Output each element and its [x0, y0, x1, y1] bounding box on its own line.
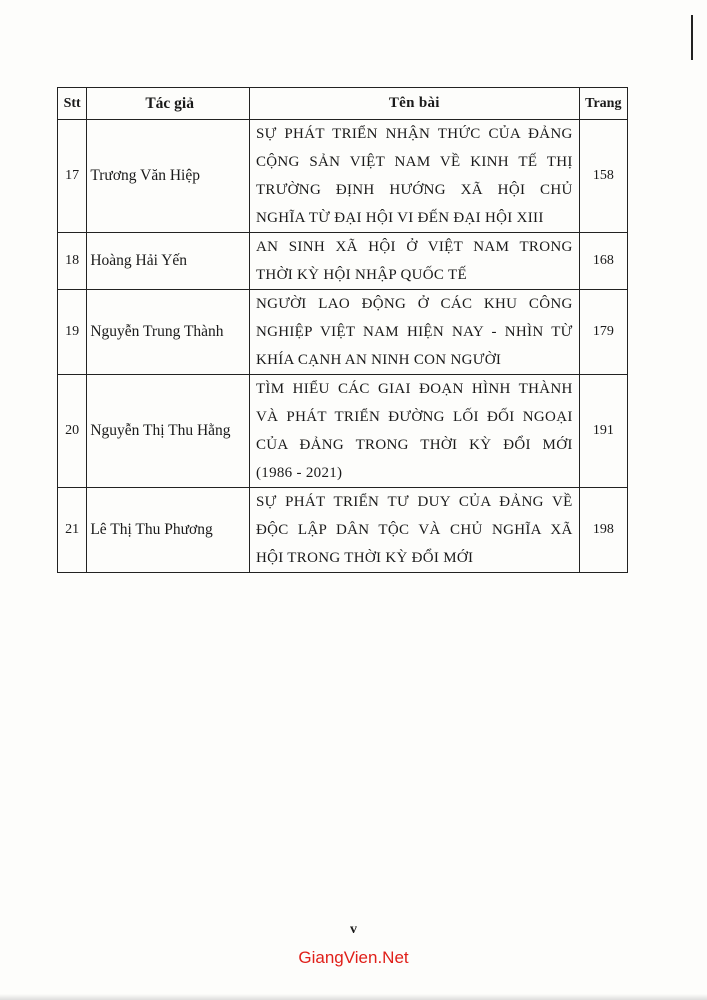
- title-line: ĐỘC LẬP DÂN TỘC VÀ CHỦ NGHĨA XÃ: [255, 522, 573, 538]
- title-line: AN SINH XÃ HỘI Ở VIỆT NAM TRONG: [255, 239, 573, 255]
- row-author: Nguyễn Trung Thành: [87, 290, 250, 375]
- title-line: NGHIỆP VIỆT NAM HIỆN NAY - NHÌN TỪ: [255, 324, 573, 340]
- row-author: Lê Thị Thu Phương: [87, 488, 250, 573]
- row-page: 198: [579, 488, 627, 573]
- page-number: v: [350, 922, 357, 937]
- title-line: CỘNG SẢN VIỆT NAM VỀ KINH TẾ THỊ: [255, 154, 573, 170]
- watermark: GiangVien.Net: [298, 948, 409, 967]
- title-line: THỜI KỲ HỘI NHẬP QUỐC TẾ: [255, 267, 467, 283]
- row-page: 191: [579, 375, 627, 488]
- title-line: HỘI TRONG THỜI KỲ ĐỔI MỚI: [255, 550, 474, 566]
- row-author: Trương Văn Hiệp: [87, 120, 250, 233]
- table-row: [58, 233, 628, 290]
- contents-table: [57, 87, 628, 573]
- table-header-row: [58, 88, 628, 120]
- scan-edge-mark: [691, 15, 693, 60]
- title-line: CỦA ĐẢNG TRONG THỜI KỲ ĐỔI MỚI: [255, 437, 573, 453]
- table-row: [58, 120, 628, 233]
- title-line: SỰ PHÁT TRIỂN TƯ DUY CỦA ĐẢNG VỀ: [255, 494, 573, 510]
- row-stt: 20: [58, 375, 87, 488]
- row-author: Nguyễn Thị Thu Hằng: [87, 375, 250, 488]
- row-title: [249, 120, 579, 233]
- header-stt: Stt: [58, 88, 87, 120]
- row-page: 168: [579, 233, 627, 290]
- scan-shadow: [0, 994, 707, 1000]
- title-line: VÀ PHÁT TRIỂN ĐƯỜNG LỐI ĐỐI NGOẠI: [255, 409, 573, 425]
- row-stt: 18: [58, 233, 87, 290]
- row-author: Hoàng Hải Yến: [87, 233, 250, 290]
- row-title: [249, 488, 579, 573]
- title-line: TÌM HIỂU CÁC GIAI ĐOẠN HÌNH THÀNH: [255, 381, 573, 397]
- title-line: (1986 - 2021): [255, 465, 343, 481]
- table-row: [58, 488, 628, 573]
- row-stt: 17: [58, 120, 87, 233]
- title-line: SỰ PHÁT TRIỂN NHẬN THỨC CỦA ĐẢNG: [255, 126, 573, 142]
- header-title: Tên bài: [249, 88, 579, 120]
- table-row: [58, 375, 628, 488]
- row-stt: 21: [58, 488, 87, 573]
- header-page: Trang: [579, 88, 627, 120]
- row-page: 158: [579, 120, 627, 233]
- header-author: Tác giả: [87, 88, 250, 120]
- row-title: [249, 375, 579, 488]
- title-line: TRƯỜNG ĐỊNH HƯỚNG XÃ HỘI CHỦ: [255, 182, 573, 198]
- row-title: [249, 233, 579, 290]
- row-title: [249, 290, 579, 375]
- title-line: KHÍA CẠNH AN NINH CON NGƯỜI: [255, 352, 502, 368]
- table-row: [58, 290, 628, 375]
- title-line: NGƯỜI LAO ĐỘNG Ở CÁC KHU CÔNG: [255, 296, 573, 312]
- row-stt: 19: [58, 290, 87, 375]
- row-page: 179: [579, 290, 627, 375]
- title-line: NGHĨA TỪ ĐẠI HỘI VI ĐẾN ĐẠI HỘI XIII: [255, 210, 544, 226]
